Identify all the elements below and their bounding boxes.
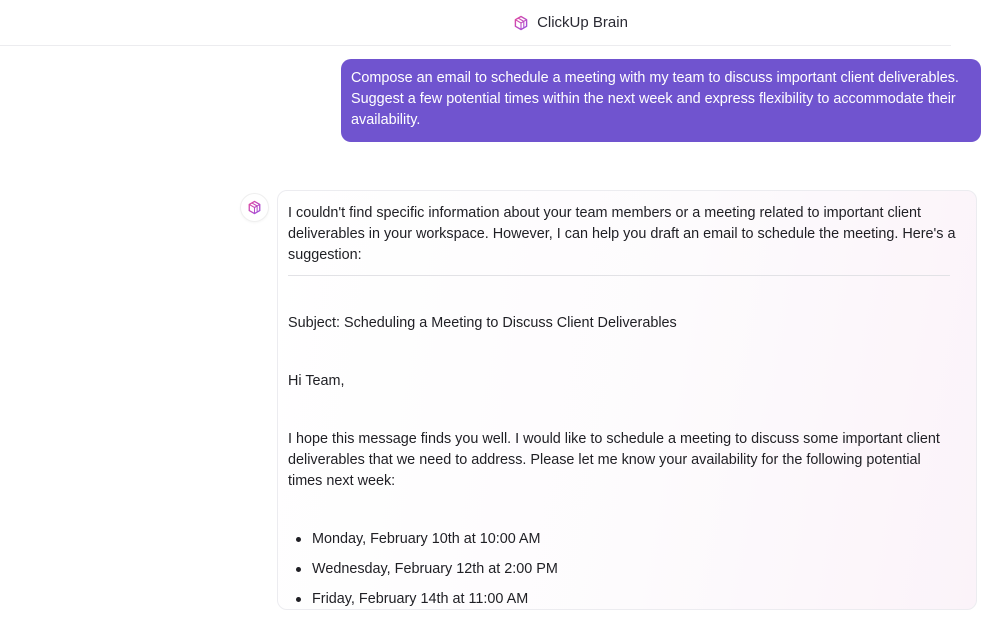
user-message-text: Compose an email to schedule a meeting with my team to discuss important client deliverables. Suggest a few potential times within the next week and express flexibility to accommodate their availability. (351, 70, 959, 128)
clickup-brain-icon (513, 15, 529, 31)
proposed-time-text: Monday, February 10th at 10:00 AM (312, 531, 541, 547)
email-subject: Subject: Scheduling a Meeting to Discuss Client Deliverables (288, 315, 677, 331)
user-message-bubble (341, 59, 981, 142)
proposed-time-text: Wednesday, February 12th at 2:00 PM (312, 561, 558, 577)
email-greeting: Hi Team, (288, 373, 345, 389)
chat-header (0, 0, 951, 46)
assistant-intro-text: I couldn't find specific information about your team members or a meeting related to important client deliverables in your workspace. However, I can help you draft an email to schedule the meeting. Here's a suggestion: (288, 205, 956, 263)
assistant-message-bubble (277, 190, 977, 610)
list-item (288, 589, 966, 619)
list-item (288, 559, 966, 589)
proposed-times-list (288, 529, 966, 619)
bullet-icon (296, 537, 301, 542)
bullet-icon (296, 567, 301, 572)
message-divider (288, 275, 950, 276)
clickup-brain-icon (247, 200, 263, 216)
assistant-avatar (240, 193, 269, 222)
bullet-icon (296, 597, 301, 602)
email-body: I hope this message finds you well. I would like to schedule a meeting to discuss some important client deliverables that we need to address. Please let me know your availability for the following potential times next week: (288, 431, 940, 489)
proposed-time-text: Friday, February 14th at 11:00 AM (312, 591, 529, 607)
list-item (288, 529, 966, 559)
header-title: ClickUp Brain (537, 14, 628, 31)
header-brand (513, 14, 628, 31)
